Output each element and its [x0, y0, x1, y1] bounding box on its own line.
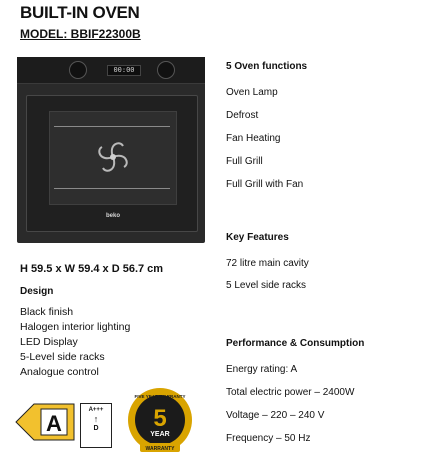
warranty-top-text: FIVE YEAR WARRANTY: [134, 394, 186, 399]
oven-image: [17, 57, 205, 243]
left-knob-icon: [69, 61, 87, 79]
design-item: LED Display: [20, 336, 78, 348]
oven-window: [49, 111, 177, 205]
energy-scale: [80, 403, 112, 448]
functions-heading: 5 Oven functions: [226, 61, 308, 72]
performance-item: Energy rating: A: [226, 364, 298, 375]
warranty-year-text: YEAR: [150, 431, 170, 438]
design-heading: Design: [20, 286, 54, 297]
feature-item: 72 litre main cavity: [226, 258, 309, 269]
design-item: Black finish: [20, 306, 74, 318]
oven-door: [26, 95, 198, 232]
warranty-badge-icon: [126, 386, 194, 458]
design-item: 5-Level side racks: [20, 351, 105, 363]
design-item: Halogen interior lighting: [20, 321, 131, 333]
oven-rack: [54, 126, 170, 127]
function-item: Oven Lamp: [226, 87, 278, 98]
oven-fan-icon: [90, 134, 136, 180]
warranty-bottom-text: WARRANTY: [145, 446, 175, 452]
function-item: Fan Heating: [226, 133, 281, 144]
performance-item: Voltage – 220 – 240 V: [226, 410, 325, 421]
up-arrow-icon: ↑: [93, 414, 99, 424]
performance-item: Total electric power – 2400W: [226, 387, 355, 398]
page-title: BUILT-IN OVEN: [20, 3, 140, 22]
right-knob-icon: [157, 61, 175, 79]
energy-class-arrow-icon: [14, 402, 76, 442]
function-item: Full Grill with Fan: [226, 179, 304, 190]
model-number: MODEL: BBIF22300B: [20, 27, 141, 41]
energy-scale-top: A+++: [88, 407, 104, 413]
energy-class-letter: A: [46, 411, 62, 436]
oven-rack: [54, 188, 170, 189]
warranty-number: 5: [153, 405, 167, 432]
led-display: 00:00: [107, 65, 141, 76]
design-item: Analogue control: [20, 366, 99, 378]
control-panel: [17, 57, 205, 84]
feature-item: 5 Level side racks: [226, 280, 307, 291]
energy-scale-bottom: D: [93, 425, 99, 432]
brand-logo: beko: [106, 213, 121, 219]
performance-item: Frequency – 50 Hz: [226, 433, 311, 444]
function-item: Defrost: [226, 110, 259, 121]
dimensions: H 59.5 x W 59.4 x D 56.7 cm: [20, 263, 164, 275]
function-item: Full Grill: [226, 156, 263, 167]
performance-heading: Performance & Consumption: [226, 338, 365, 349]
features-heading: Key Features: [226, 232, 289, 243]
